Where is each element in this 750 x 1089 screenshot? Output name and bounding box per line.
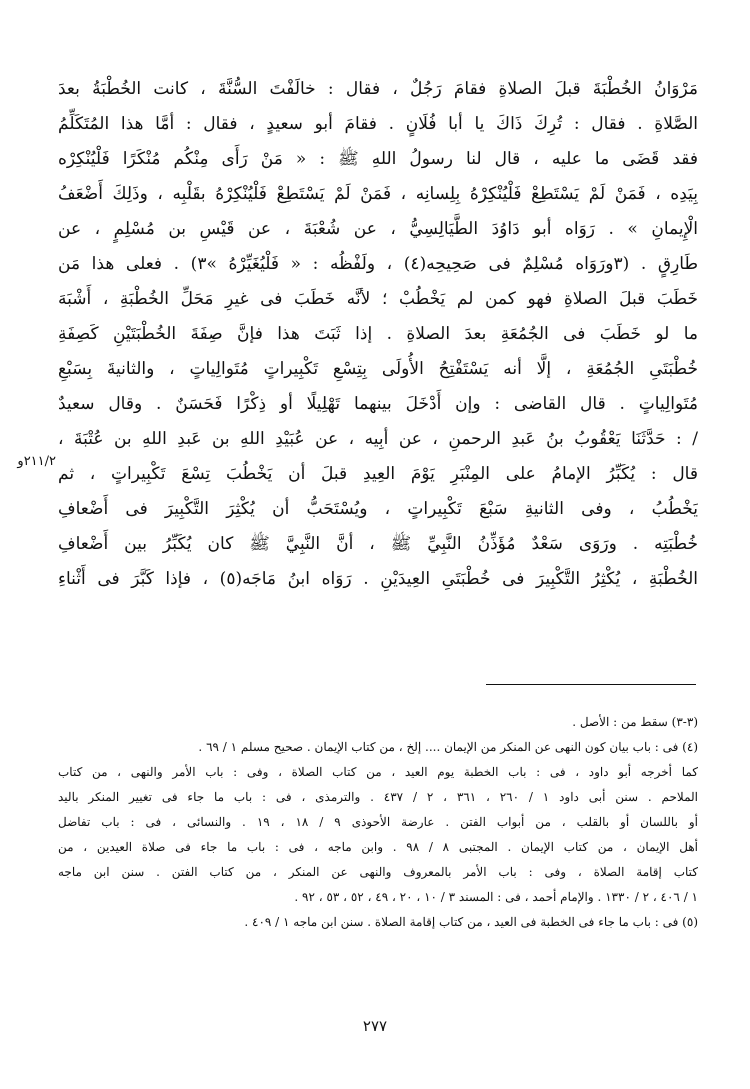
main-text-line: بِيَدِه ، فَمَنْ لَمْ يَسْتَطِعْ فَلْيُنْكِرْهُ بِلِسانِه ، فَمَنْ لَمْ يَسْتَطِعْ فَلْيُنْكِرْهُ بقَلْبِه ، وذَلِكَ أَضْعَفُ [58,184,698,204]
footnote-line: الملاحم . سنن أبى داود ١ / ٢٦٠ ، ٣٦١ ، ٢ / ٤٣٧ . والترمذى ، فى : باب ما جاء فى تغيير المنكر باليد [58,790,698,804]
main-text-line: الْإِيمانِ » . رَوَاه أبو دَاوُدَ الطَّيَالِسِيُّ ، عن شُعْبَةَ ، عن قَيْسِ بن مُسْلِمٍ ، عن [58,219,698,239]
footnotes-block [58,710,698,935]
main-text-line: قال : يُكَبِّرُ الإمامُ على المِنْبَرِ يَوْمَ العِيدِ قبلَ أن يَخْطُبَ تِسْعَ تَكْبِيراتٍ ، ثم [58,464,698,484]
footnote-line: (٥) فى : باب ما جاء فى الخطبة فى العيد ، من كتاب إقامة الصلاة . سنن ابن ماجه ١ / ٤٠٩ . [244,915,698,929]
page-number: ٢٧٧ [362,1017,388,1035]
footnote-line: كما أخرجه أبو داود ، فى : باب الخطبة يوم العيد ، من كتاب الصلاة ، وفى : باب الأمر والنهى ، من كتاب [58,765,698,779]
main-text-line: فقد قَضَى ما عليه ، قال لنا رسولُ اللهِ ﷺ : « مَنْ رَأَى مِنْكُم مُنْكَرًا فَلْيُنْكِرْه [58,149,698,169]
footnote-line: أهل الإيمان ، من كتاب الإيمان . المجتبى ٨ / ٩٨ . وابن ماجه ، فى : باب ما جاء فى صلاة العيدين ، من [58,840,698,854]
footnote-line: (٣-٣) سقط من : الأصل . [572,715,698,729]
margin-folio-note: ٢١١/٢و [17,454,56,469]
main-text-line: الصَّلاةِ . فقال : تُرِكَ ذَاكَ يا أبا فُلَانٍ . فقامَ أبو سعيدٍ ، فقال : أمَّا هذا المُتَكَلِّمُ [58,114,698,134]
main-text-line: خَطَبَ قبلَ الصلاةِ فهو كمن لم يَخْطُبْ ؛ لأنَّه خَطَبَ فى غيرِ مَحَلِّ الخُطْبَةِ ، أَشْبَهَ [58,289,698,309]
footnote-line: ١ / ٤٠٦ ، ٢ / ١٣٣٠ . والإمام أحمد ، فى : المسند ٣ / ١٠ ، ٢٠ ، ٤٩ ، ٥٢ ، ٥٣ ، ٩٢ . [294,890,698,904]
main-text-line: الخُطْبَةِ ، يُكْثِرُ التَّكْبِيرَ فى خُطْبَتَىِ العِيدَيْنِ . رَوَاه ابنُ مَاجَه(٥) ، فإذا كَبَّرَ فى أَثْناءِ [58,569,698,589]
footnote-line: كتاب إقامة الصلاة ، وفى : باب الأمر بالمعروف والنهى عن المنكر ، من كتاب الفتن . سنن ابن ماجه [58,865,698,879]
main-text-line: يَخْطُبُ ، وفى الثانيةِ سَبْعَ تَكْبِيراتٍ ، ويُسْتَحَبُّ أن يُكْثِرَ التَّكْبِيرَ فى أَضْعافِ [58,499,698,519]
main-text-block [58,72,698,597]
footnote-line: أو باللسان أو بالقلب ، من أبواب الفتن . عارضة الأحوذى ٩ / ١٨ ، ١٩ . والنسائى ، فى : باب تفاضل [58,815,698,829]
main-text-line: مُتَوالِياتٍ . قال القاضى : وإن أَدْخَلَ بينهما تَهْلِيلًا أو ذِكْرًا فَحَسَنٌ . وقال سعيدٌ [58,394,698,414]
main-text-line: مَرْوَانُ الخُطْبَةَ قبلَ الصلاةِ فقامَ رَجُلٌ ، فقال : خالَفْتَ السُّنَّةَ ، كانت الخُطْبَةُ بعدَ [58,79,698,99]
footnote-separator [486,684,696,685]
footnote-line: (٤) فى : باب بيان كون النهى عن المنكر من الإيمان .... إلخ ، من كتاب الإيمان . صحيح مسلم ١ / ٦٩ . [198,740,698,754]
main-text-line: طَارِقٍ . (٣ورَوَاه مُسْلِمٌ فى صَحِيحِه(٤) ، ولَفْظُه : « فَلْيُغَيِّرْهُ »٣) . فعلى هذا مَن [58,254,698,274]
main-text-line: خُطْبَتِه . ورَوَى سَعْدٌ مُؤَذِّنُ النَّبِيِّ ﷺ ، أنَّ النَّبِيَّ ﷺ كان يُكَبِّرُ بين أَضْعافِ [58,534,698,554]
main-text-line: / : حَدَّثَنَا يَعْقُوبُ بنُ عَبدِ الرحمنِ ، عن أبِيه ، عن عُبَيْدِ اللهِ بن عَبدِ اللهِ بن عُتْبَةَ ، [58,429,698,449]
main-text-line: ما لو خَطَبَ فى الجُمُعَةِ بعدَ الصلاةِ . إذا ثَبَتَ هذا فإنَّ صِفَةَ الخُطْبَتَيْنِ كَصِفَةِ [58,324,698,344]
main-text-line: خُطْبَتَىِ الجُمُعَةِ ، إلَّا أنه يَسْتَفْتِحُ الأُولَى بِتِسْعِ تَكْبِيراتٍ مُتَوالِياتٍ ، والثانيةَ بِسَبْعِ [58,359,698,379]
